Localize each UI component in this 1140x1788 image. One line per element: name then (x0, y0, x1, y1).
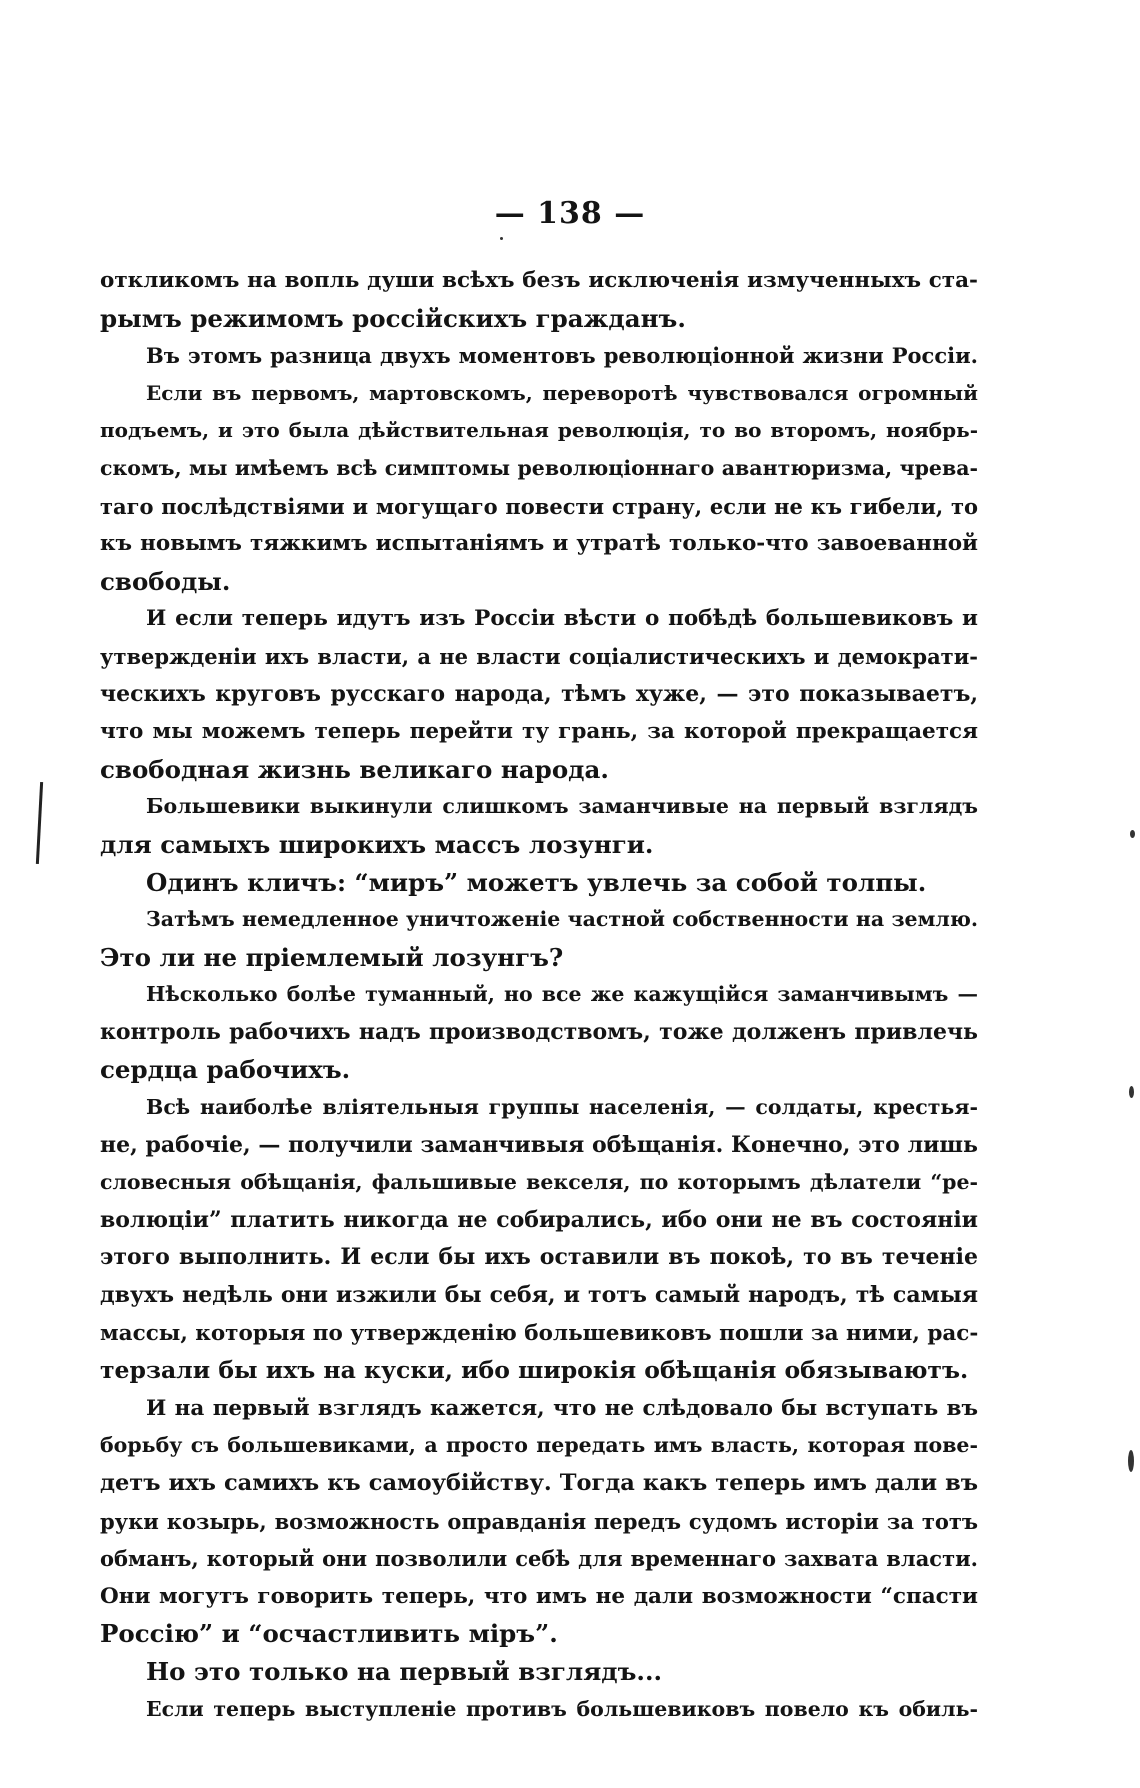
text-line: Они могутъ говорить теперь, что имъ не дали возможности “спасти (100, 1583, 978, 1609)
text-line: что мы можемъ теперь перейти ту грань, за которой прекращается (100, 719, 978, 745)
text-line: къ новымъ тяжкимъ испытаніямъ и утратѣ только-что завоеванной (100, 531, 978, 557)
text-line: массы, которыя по утвержденію большевиковъ пошли за ними, рас- (100, 1320, 978, 1346)
text-line: Если въ первомъ, мартовскомъ, переворотѣ чувствовался огромный (146, 380, 978, 405)
text-line: двухъ недѣль они изжили бы себя, и тотъ самый народъ, тѣ самыя (100, 1282, 978, 1309)
scan-speck (1128, 1450, 1134, 1472)
text-line: скомъ, мы имѣемъ всѣ симптомы революціоннаго авантюризма, чрева- (100, 455, 978, 480)
text-line: откликомъ на вопль души всѣхъ безъ исключенія измученныхъ ста- (100, 268, 978, 293)
text-line: Въ этомъ разница двухъ моментовъ революціонной жизни Россіи. (146, 343, 978, 369)
text-line: свободы. (100, 566, 231, 596)
scan-speck (1129, 1086, 1134, 1098)
text-line: не, рабочіе, — получили заманчивыя обѣщанія. Конечно, это лишь (100, 1131, 978, 1158)
text-line: ческихъ круговъ русскаго народа, тѣмъ хуже, — это показываетъ, (100, 680, 978, 707)
text-line: борьбу съ большевиками, а просто передать имъ власть, которая пове- (100, 1433, 978, 1458)
text-line: Большевики выкинули слишкомъ заманчивые на первый взглядъ (146, 794, 978, 819)
text-line: для самыхъ широкихъ массъ лозунги. (100, 829, 654, 859)
text-line: Одинъ кличъ: “миръ” можетъ увлечь за собой толпы. (146, 867, 927, 897)
margin-pencil-mark (36, 782, 43, 864)
text-line: И на первый взглядъ кажется, что не слѣдовало бы вступать въ (146, 1395, 978, 1421)
text-line: Нѣсколько болѣе туманный, но все же кажущійся заманчивымъ — (146, 982, 978, 1007)
scan-speck (500, 237, 503, 240)
text-line: Это ли не пріемлемый лозунгъ? (100, 942, 564, 972)
text-line: Россію” и “осчастливить міръ”. (100, 1619, 558, 1649)
text-line: словесныя обѣщанія, фальшивые векселя, по которымъ дѣлатели “ре- (100, 1170, 978, 1195)
text-line: Если теперь выступленіе противъ большевиковъ повело къ обиль- (146, 1696, 978, 1721)
text-line: И если теперь идутъ изъ Россіи вѣсти о побѣдѣ большевиковъ и (146, 606, 978, 632)
text-line: терзали бы ихъ на куски, ибо широкія обѣщанія обязываютъ. (100, 1356, 969, 1385)
page-number: — 138 — (494, 196, 646, 231)
text-line: Но это только на первый взглядъ... (146, 1656, 663, 1686)
text-line: свободная жизнь великаго народа. (100, 754, 609, 784)
text-line: контроль рабочихъ надъ производствомъ, тоже долженъ привлечь (100, 1018, 978, 1045)
text-line: сердца рабочихъ. (100, 1055, 351, 1085)
scan-speck (1130, 830, 1135, 838)
text-line: подъемъ, и это была дѣйствительная революція, то во второмъ, ноябрь- (100, 418, 978, 443)
text-line: детъ ихъ самихъ къ самоубійству. Тогда какъ теперь имъ дали въ (100, 1470, 978, 1496)
text-line: Всѣ наиболѣе вліятельныя группы населенія, — солдаты, крестья- (146, 1095, 978, 1120)
text-line: рымъ режимомъ россійскихъ гражданъ. (100, 303, 686, 333)
body-text (100, 262, 978, 1728)
text-line: обманъ, который они позволили себѣ для временнаго захвата власти. (100, 1546, 978, 1572)
text-line: руки козырь, возможность оправданія передъ судомъ исторіи за тотъ (100, 1508, 978, 1534)
text-line: таго послѣдствіями и могущаго повести страну, если не къ гибели, то (100, 493, 978, 519)
text-line: этого выполнить. И если бы ихъ оставили въ покоѣ, то въ теченіе (100, 1244, 978, 1271)
text-line: Затѣмъ немедленное уничтоженіе частной собственности на землю. (146, 907, 978, 932)
text-line: волюціи” платить никогда не собирались, ибо они не въ состояніи (100, 1206, 978, 1233)
text-line: утвержденіи ихъ власти, а не власти соціалистическихъ и демократи- (100, 643, 978, 669)
